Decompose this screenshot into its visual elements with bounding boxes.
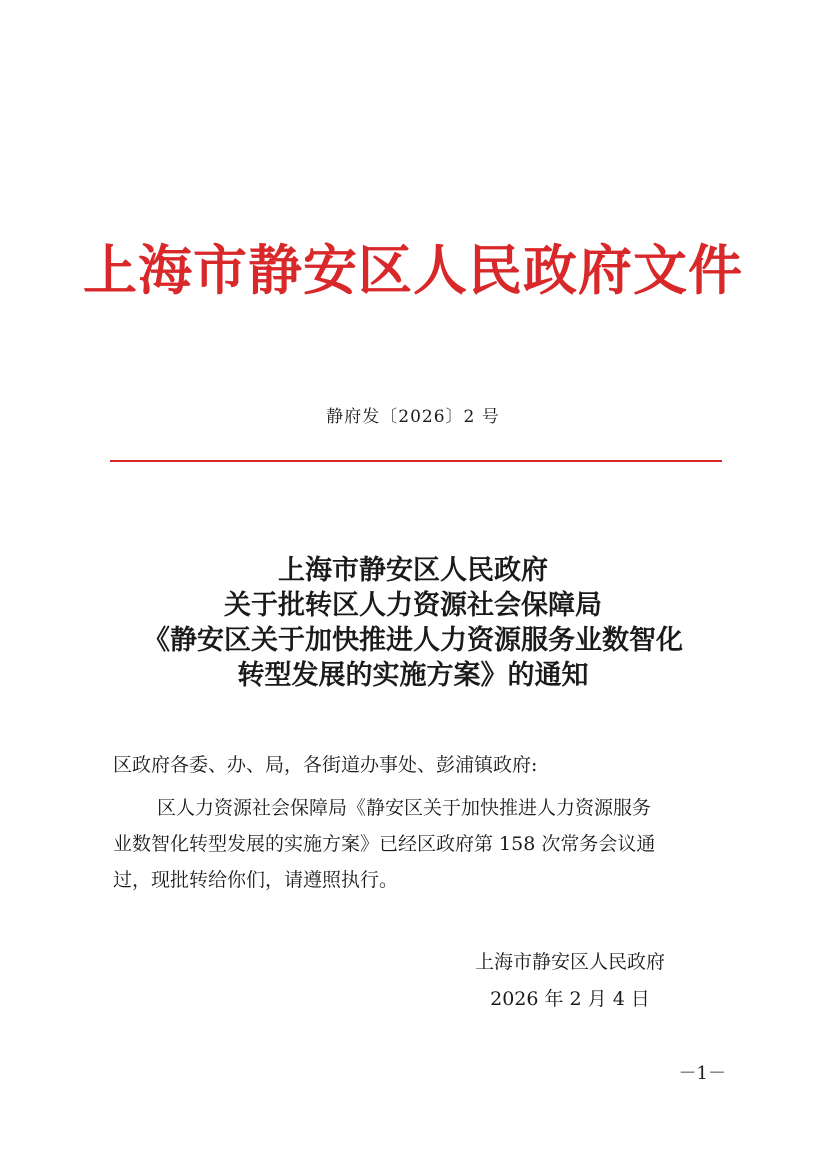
body-line: 业数智化转型发展的实施方案》已经区政府第 158 次常务会议通 (113, 833, 656, 855)
page-number: －1－ (678, 1063, 726, 1084)
document-number: 静府发〔2026〕2 号 (326, 407, 500, 427)
title-line: 关于批转区人力资源社会保障局 (224, 590, 602, 621)
body-line: 过，现批转给你们，请遵照执行。 (113, 869, 399, 891)
signature-date: 2026 年 2 月 4 日 (490, 988, 650, 1010)
title-line: 转型发展的实施方案》的通知 (237, 660, 589, 691)
salutation: 区政府各委、办、局，各街道办事处、彭浦镇政府: (113, 754, 538, 776)
body-line: 区人力资源社会保障局《静安区关于加快推进人力资源服务 (157, 797, 652, 819)
document-title (80, 553, 746, 693)
body-paragraph (113, 790, 733, 898)
signature-organization: 上海市静安区人民政府 (474, 951, 665, 973)
title-line: 上海市静安区人民政府 (278, 555, 548, 586)
red-separator-line (110, 460, 722, 462)
title-line: 《静安区关于加快推进人力资源服务业数智化 (143, 625, 683, 656)
document-masthead: 上海市静安区人民政府文件 (83, 238, 743, 302)
